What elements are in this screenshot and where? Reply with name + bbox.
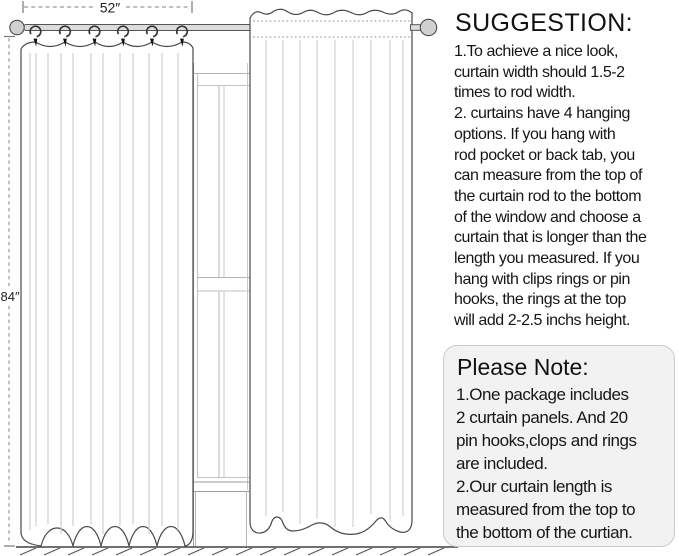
right-curtain-panel (250, 9, 412, 534)
please-note-line: 2 curtain panels. And 20 (456, 408, 628, 427)
suggestion-line: the curtain rod to the bottom (454, 187, 642, 205)
suggestion-line: curtain that is longer than the (454, 229, 647, 247)
curtain-length-label: 84″ (0, 289, 20, 304)
suggestion-line: curtain width should 1.5-2 (454, 63, 625, 81)
suggestion-line: 2. curtains have 4 hanging (454, 105, 630, 123)
suggestion-line: length you measured. If you (454, 250, 640, 268)
rod-end-right (411, 19, 437, 35)
suggestion-line: times to rod width. (454, 84, 576, 102)
rod-width-label: 52″ (99, 0, 121, 16)
suggestion-section (453, 8, 677, 332)
suggestion-line: hang with clips rings or pin (454, 270, 630, 288)
please-note-line: 2.Our curtain length is (456, 477, 612, 496)
rod-finial-left (10, 20, 24, 34)
please-note-line: measured from the top to (456, 500, 636, 519)
suggestion-body (454, 42, 677, 332)
please-note-title: Please Note: (457, 354, 589, 380)
please-note-line: pin hooks,clops and rings (456, 431, 637, 450)
suggestion-line: of the window and choose a (454, 208, 641, 226)
suggestion-line: rod pocket or back tab, you (454, 146, 635, 164)
suggestion-title: SUGGESTION: (455, 9, 634, 37)
please-note-body (444, 383, 674, 544)
suggestion-line: 1.To achieve a nice look, (454, 43, 618, 60)
please-note-box (443, 345, 675, 547)
please-note-line: are included. (456, 454, 548, 473)
suggestion-line: hooks, the rings at the top (454, 291, 626, 309)
rod-finial-right (420, 19, 436, 35)
suggestion-line: can measure from the top of (454, 167, 642, 185)
suggestion-line: options. If you hang with (454, 125, 616, 143)
please-note-line: the bottom of the curtian. (456, 523, 633, 542)
please-note-line: 1.One package includes (456, 385, 629, 404)
left-curtain-panel (21, 42, 193, 546)
window-frame (193, 63, 250, 547)
suggestion-line: will add 2-2.5 inchs height. (454, 312, 630, 330)
floor-hatching (20, 548, 444, 555)
floor (16, 547, 458, 555)
